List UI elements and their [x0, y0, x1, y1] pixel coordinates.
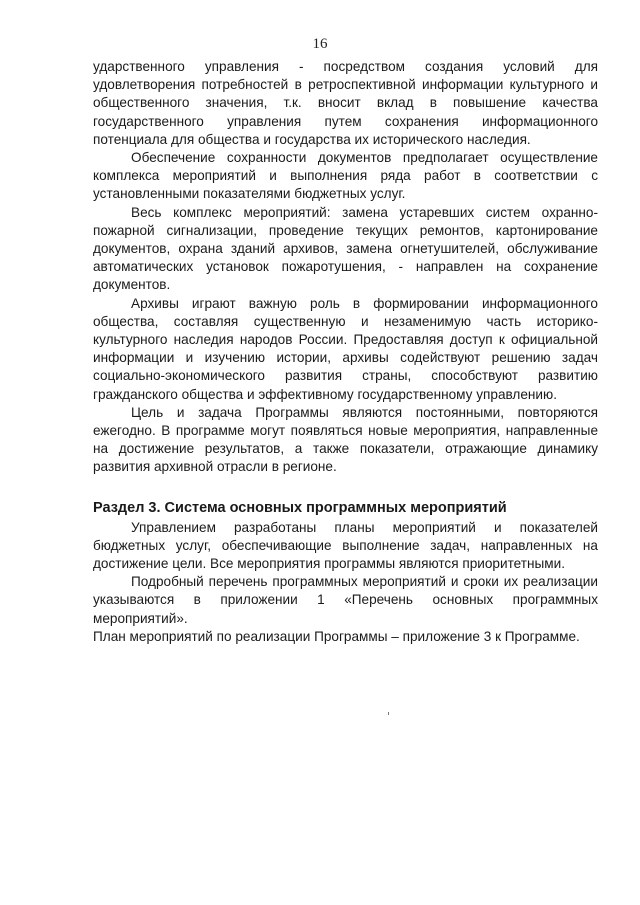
paragraph-detailed-list: Подробный перечень программных мероприятий и сроки их реализации указываются в приложении 1 «Перечень основных программных мероприятий». [93, 574, 598, 626]
paragraph-program-goal: Цель и задача Программы являются постоянными, повторяются ежегодно. В программе могут появляться новые мероприятия, направленные на достижение результатов, а также показатели, отражающие динамику развития архивной отрасли в регионе. [93, 404, 598, 475]
page-number: 16 [312, 36, 328, 52]
scan-artifact [388, 712, 389, 715]
section-3-heading: Раздел 3. Система основных программных мероприятий [93, 499, 507, 516]
paragraph-measures-complex: Весь комплекс мероприятий: замена устаревших систем охранно-пожарной сигнализации, проведение текущих ремонтов, картонирование документов, охрана зданий архивов, замена огнетушителей, обслуживание автоматических установок пожаротушения, - направлен на сохранение документов. [93, 204, 598, 293]
paragraph-implementation-plan: План мероприятий по реализации Программы – приложение 3 к Программе. [93, 628, 580, 644]
paragraph-state-management: ударственного управления - посредством создания условий для удовлетворения потребностей в ретроспективной информации культурного и общественного значения, т.к. вносит вклад в повышение качества государственного управления путем сохранения информационного потенциала для общества и государства их исторического наследия. [93, 59, 598, 147]
document-body [93, 58, 598, 646]
paragraph-document-safety: Обеспечение сохранности документов предполагает осуществление комплекса мероприятий и выполнения ряда работ в соответствии с установленными показателями бюджетных услуг. [93, 150, 598, 202]
paragraph-archives-role: Архивы играют важную роль в формировании информационного общества, составляя существенную и незаменимую часть историко-культурного наследия народов России. Предоставляя доступ к официальной информации и изучению истории, архивы содействуют решению задач социально-экономического развития страны, способствуют развитию гражданского общества и эффективному государственному управлению. [93, 295, 598, 402]
paragraph-plans-developed: Управлением разработаны планы мероприятий и показателей бюджетных услуг, обеспечивающие выполнение задач, направленных на достижение цели. Все мероприятия программы являются приоритетными. [93, 519, 598, 572]
